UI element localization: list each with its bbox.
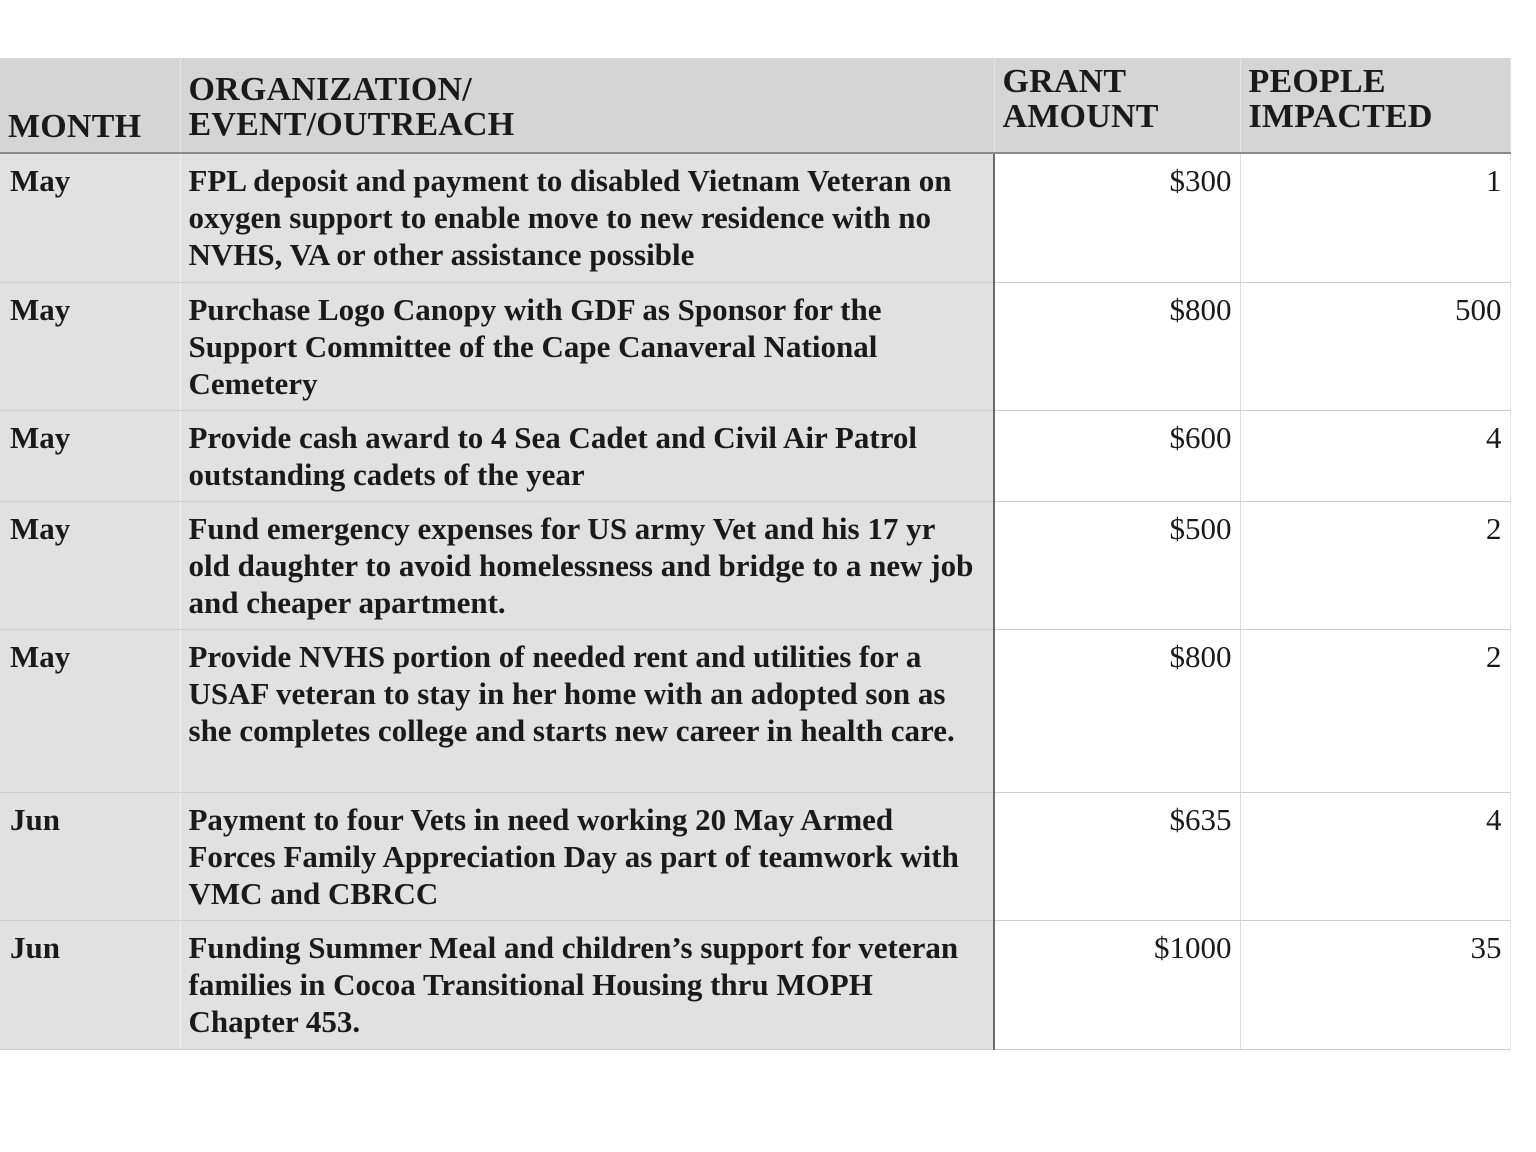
row-grant-amount: $300 xyxy=(994,153,1240,283)
table-row xyxy=(0,283,1510,411)
header-organization-line1: ORGANIZATION/ xyxy=(188,71,472,108)
row-description: Purchase Logo Canopy with GDF as Sponsor for the Support Committee of the Cape Canaveral National Cemetery xyxy=(180,283,994,411)
header-row xyxy=(0,58,1510,153)
header-organization xyxy=(180,58,994,153)
table-row xyxy=(0,153,1510,283)
row-month: May xyxy=(0,283,180,411)
table-row xyxy=(0,502,1510,630)
header-people-impacted xyxy=(1240,58,1510,153)
row-month: Jun xyxy=(0,793,180,921)
grants-table xyxy=(0,58,1511,1050)
row-description: FPL deposit and payment to disabled Vietnam Veteran on oxygen support to enable move to new residence with no NVHS, VA or other assistance possible xyxy=(180,153,994,283)
header-grant-amount xyxy=(994,58,1240,153)
header-grant-amount-line1: GRANT xyxy=(1002,63,1127,100)
table-body xyxy=(0,153,1510,1050)
table-row xyxy=(0,793,1510,921)
header-organization-line2: EVENT/OUTREACH xyxy=(188,106,515,143)
header-month-label: MONTH xyxy=(8,108,142,145)
row-grant-amount: $500 xyxy=(994,502,1240,630)
header-people-impacted-line1: PEOPLE xyxy=(1248,63,1386,100)
row-description: Funding Summer Meal and children’s support for veteran families in Cocoa Transitional Housing thru MOPH Chapter 453. xyxy=(180,921,994,1050)
row-people-impacted: 2 xyxy=(1240,630,1510,793)
table-row xyxy=(0,630,1510,793)
row-description: Provide cash award to 4 Sea Cadet and Civil Air Patrol outstanding cadets of the year xyxy=(180,411,994,502)
row-month: May xyxy=(0,630,180,793)
header-month xyxy=(0,58,180,153)
row-grant-amount: $800 xyxy=(994,283,1240,411)
row-people-impacted: 4 xyxy=(1240,411,1510,502)
header-grant-amount-line2: AMOUNT xyxy=(1002,98,1159,135)
row-grant-amount: $635 xyxy=(994,793,1240,921)
row-description: Fund emergency expenses for US army Vet and his 17 yr old daughter to avoid homelessness and bridge to a new job and cheaper apartment. xyxy=(180,502,994,630)
row-grant-amount: $600 xyxy=(994,411,1240,502)
row-people-impacted: 2 xyxy=(1240,502,1510,630)
row-description: Provide NVHS portion of needed rent and utilities for a USAF veteran to stay in her home with an adopted son as she completes college and starts new career in health care. xyxy=(180,630,994,793)
row-people-impacted: 35 xyxy=(1240,921,1510,1050)
row-grant-amount: $800 xyxy=(994,630,1240,793)
row-month: Jun xyxy=(0,921,180,1050)
row-month: May xyxy=(0,153,180,283)
row-description: Payment to four Vets in need working 20 May Armed Forces Family Appreciation Day as part of teamwork with VMC and CBRCC xyxy=(180,793,994,921)
row-people-impacted: 500 xyxy=(1240,283,1510,411)
row-month: May xyxy=(0,411,180,502)
row-people-impacted: 1 xyxy=(1240,153,1510,283)
row-people-impacted: 4 xyxy=(1240,793,1510,921)
row-month: May xyxy=(0,502,180,630)
grant-report-sheet xyxy=(0,58,1512,1038)
header-people-impacted-line2: IMPACTED xyxy=(1248,98,1433,135)
table-row xyxy=(0,411,1510,502)
table-row xyxy=(0,921,1510,1050)
row-grant-amount: $1000 xyxy=(994,921,1240,1050)
table-header xyxy=(0,58,1510,153)
